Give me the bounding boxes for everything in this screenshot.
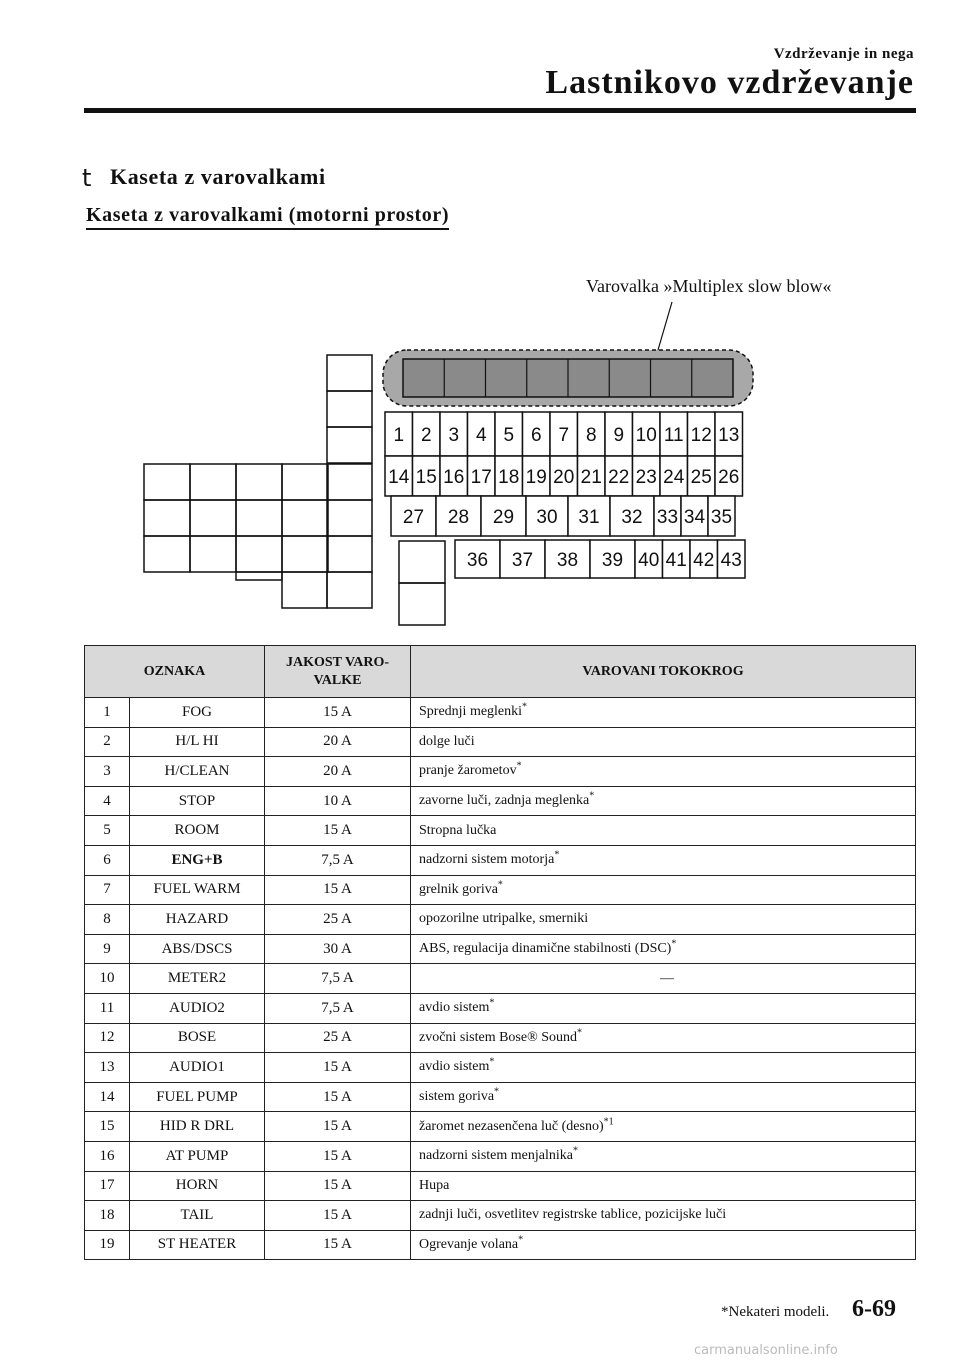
table-row <box>85 1053 916 1083</box>
fuse-circuit <box>411 1171 916 1201</box>
grid-cell <box>144 536 190 572</box>
grid-cell <box>282 536 328 572</box>
grid-cell <box>327 572 372 608</box>
fuse-slot-label: 28 <box>447 507 470 528</box>
fuse-circuit-text: zadnji luči, osvetlitev registrske tablice, pozicijske luči <box>419 1207 727 1223</box>
fuse-circuit <box>411 934 916 964</box>
fuse-slot-label: 25 <box>690 467 712 488</box>
fuse-circuit <box>411 1112 916 1142</box>
fuse-slot-label: 4 <box>475 425 487 446</box>
fuse-name: H/CLEAN <box>130 757 265 787</box>
footnote-mark: * <box>489 1056 495 1068</box>
header-label: OZNAKA <box>85 646 265 698</box>
fuse-circuit-text: grelnik goriva <box>419 881 498 897</box>
table-row <box>85 1112 916 1142</box>
fuse-rating: 15 A <box>265 1112 411 1142</box>
fuse-slot-label: 21 <box>580 467 602 488</box>
fuse-slot-label: 36 <box>466 550 489 571</box>
fuse-slot-label: 38 <box>556 550 579 571</box>
fuse-slot-label: 23 <box>635 467 657 488</box>
fuse-slot-label: 20 <box>553 467 575 488</box>
table-row <box>85 993 916 1023</box>
fuse-circuit-text: Ogrevanje volana <box>419 1236 519 1252</box>
grid-cell <box>144 464 190 500</box>
callout-leader-line <box>658 302 672 350</box>
fuse-name: STOP <box>130 786 265 816</box>
fuse-slot-label: 9 <box>613 425 625 446</box>
fuse-number: 6 <box>85 845 130 875</box>
fuse-slot-label: 37 <box>511 550 534 571</box>
fuse-name: ABS/DSCS <box>130 934 265 964</box>
fuse-number: 14 <box>85 1082 130 1112</box>
fuse-grid-left <box>144 355 372 608</box>
grid-cell <box>236 500 282 536</box>
table-row <box>85 875 916 905</box>
table-row <box>85 698 916 728</box>
table-row <box>85 1230 916 1260</box>
fuse-slot-label: 22 <box>608 467 630 488</box>
fuse-circuit <box>411 727 916 757</box>
grid-cell <box>327 427 372 463</box>
fuse-slot-label: 27 <box>402 507 425 528</box>
grid-cell <box>190 536 236 572</box>
fuse-slot-label: 3 <box>448 425 460 446</box>
fuse-name: HORN <box>130 1171 265 1201</box>
fuse-slot-label: 32 <box>621 507 643 528</box>
grid-cell <box>282 500 328 536</box>
section-marker: t <box>82 164 92 192</box>
fuse-circuit-text: žaromet nezasenčena luč (desno) <box>419 1118 604 1134</box>
table-row <box>85 757 916 787</box>
fuse-rating: 20 A <box>265 757 411 787</box>
fuse-circuit <box>411 1201 916 1231</box>
footnote-mark: * <box>572 1145 578 1157</box>
footnote-mark: * <box>554 849 560 861</box>
fuse-circuit-text: ABS, regulacija dinamične stabilnosti (DSC) <box>419 941 672 957</box>
fuse-circuit-text: pranje žarometov <box>419 763 517 779</box>
fuse-slot-label: 12 <box>690 425 712 446</box>
fuse-number: 4 <box>85 786 130 816</box>
fuse-slot-label: 7 <box>558 425 570 446</box>
subsection-title: Kaseta z varovalkami (motorni prostor) <box>86 204 449 230</box>
fuse-circuit-text: avdio sistem <box>419 1059 490 1075</box>
grid-cell <box>327 464 372 500</box>
table-row <box>85 816 916 846</box>
fuse-slot-label: 35 <box>710 507 733 528</box>
fuse-number: 5 <box>85 816 130 846</box>
grid-cell <box>282 572 327 608</box>
fuse-circuit <box>411 1023 916 1053</box>
fuse-number: 13 <box>85 1053 130 1083</box>
fuse-name: ST HEATER <box>130 1230 265 1260</box>
fuse-slot-label: 39 <box>601 550 624 571</box>
fuse-slot-label: 30 <box>536 507 558 528</box>
footnote: *Nekateri modeli. <box>721 1304 830 1320</box>
table-row <box>85 1171 916 1201</box>
header-chapter: Lastnikovo vzdrževanje <box>545 64 914 101</box>
footnote-mark: * <box>671 938 677 950</box>
table-row <box>85 1082 916 1112</box>
fuse-rating: 25 A <box>265 1023 411 1053</box>
grid-cell <box>399 541 445 583</box>
grid-cell <box>327 500 372 536</box>
fuse-rating: 7,5 A <box>265 993 411 1023</box>
fuse-name: AT PUMP <box>130 1141 265 1171</box>
fuse-rating: 15 A <box>265 1171 411 1201</box>
fuse-slot-label: 43 <box>720 550 742 571</box>
fuse-rating: 15 A <box>265 816 411 846</box>
fuse-circuit <box>411 964 916 994</box>
fuse-rating: 7,5 A <box>265 964 411 994</box>
diagram-callout-label: Varovalka »Multiplex slow blow« <box>586 276 832 296</box>
grid-cell <box>144 500 190 536</box>
fuse-number: 10 <box>85 964 130 994</box>
fuse-name: FOG <box>130 698 265 728</box>
fuse-circuit-text: dolge luči <box>419 733 475 749</box>
footnote-mark: * <box>577 1027 583 1039</box>
fuse-number: 3 <box>85 757 130 787</box>
grid-cell <box>190 464 236 500</box>
fuse-slot-label: 6 <box>530 425 542 446</box>
fuse-number: 16 <box>85 1141 130 1171</box>
footnote-mark: * <box>497 879 503 891</box>
section-title: Kaseta z varovalkami <box>110 164 326 189</box>
fuse-slot-label: 17 <box>470 467 492 488</box>
fuse-number: 15 <box>85 1112 130 1142</box>
footnote-mark: * <box>589 790 595 802</box>
fuse-grid-numbered <box>385 412 745 578</box>
fuse-name: HAZARD <box>130 905 265 935</box>
fuse-slot-label: 31 <box>578 507 600 528</box>
fuse-rating: 10 A <box>265 786 411 816</box>
header-section: Vzdrževanje in nega <box>773 46 914 62</box>
fuse-circuit <box>411 1082 916 1112</box>
fuse-circuit-text: nadzorni sistem menjalnika <box>419 1148 573 1164</box>
fuse-name: TAIL <box>130 1201 265 1231</box>
grid-cell <box>236 464 282 500</box>
fuse-rating: 15 A <box>265 1141 411 1171</box>
fuse-slot-label: 41 <box>665 550 687 571</box>
fuse-circuit <box>411 905 916 935</box>
fuse-circuit-text: Hupa <box>419 1177 450 1193</box>
fuse-circuit-text: sistem goriva <box>419 1089 495 1105</box>
footnote-mark: * <box>494 1086 500 1098</box>
table-row <box>85 727 916 757</box>
table-row <box>85 905 916 935</box>
fuse-name: FUEL WARM <box>130 875 265 905</box>
fuse-name: ENG+B <box>130 845 265 875</box>
fuse-name: ROOM <box>130 816 265 846</box>
fuse-circuit <box>411 1053 916 1083</box>
fuse-circuit <box>411 786 916 816</box>
fuse-number: 11 <box>85 993 130 1023</box>
fuse-slot-label: 10 <box>635 425 657 446</box>
fuse-rating: 15 A <box>265 875 411 905</box>
watermark: carmanualsonline.info <box>694 1343 838 1358</box>
fuse-slot-label: 34 <box>683 507 706 528</box>
fuse-circuit <box>411 875 916 905</box>
table-row <box>85 1023 916 1053</box>
grid-cell <box>327 536 372 572</box>
header-circuit: VAROVANI TOKOKROG <box>411 646 916 698</box>
fuse-slot-label: 14 <box>388 467 410 488</box>
fuse-circuit-text: — <box>660 970 674 986</box>
fuse-rating: 7,5 A <box>265 845 411 875</box>
fuse-number: 2 <box>85 727 130 757</box>
fuse-grid-extra <box>399 541 445 625</box>
fuse-circuit <box>411 816 916 846</box>
fuse-rating: 15 A <box>265 1082 411 1112</box>
table-row <box>85 1201 916 1231</box>
footnote-mark: * <box>516 760 522 772</box>
fuse-slot-label: 11 <box>663 425 684 446</box>
fuse-number: 17 <box>85 1171 130 1201</box>
grid-cell <box>399 583 445 625</box>
fuse-slot-label: 15 <box>415 467 437 488</box>
fuse-number: 8 <box>85 905 130 935</box>
fuse-slot-label: 2 <box>420 425 432 446</box>
table-header-row <box>85 646 916 698</box>
grid-cell <box>236 572 282 580</box>
fuse-circuit-text: Stropna lučka <box>419 822 497 838</box>
fuse-slot-label: 13 <box>718 425 740 446</box>
fuse-number: 19 <box>85 1230 130 1260</box>
fuse-slot-label: 18 <box>498 467 520 488</box>
grid-cell <box>282 464 328 500</box>
fuse-rating: 15 A <box>265 1053 411 1083</box>
fuse-circuit-text: opozorilne utripalke, smerniki <box>419 911 589 927</box>
fuse-circuit <box>411 698 916 728</box>
fuse-rating: 30 A <box>265 934 411 964</box>
fuse-slot-label: 40 <box>638 550 660 571</box>
fuse-circuit <box>411 757 916 787</box>
fuse-rating: 15 A <box>265 1230 411 1260</box>
fuse-number: 18 <box>85 1201 130 1231</box>
footnote-mark: * <box>489 997 495 1009</box>
grid-cell <box>236 536 282 572</box>
footnote-mark: * <box>518 1234 524 1246</box>
fuse-rating: 20 A <box>265 727 411 757</box>
fuse-name: H/L HI <box>130 727 265 757</box>
table-row <box>85 1141 916 1171</box>
fuse-name: METER2 <box>130 964 265 994</box>
fuse-box-diagram <box>0 0 960 640</box>
table-row <box>85 964 916 994</box>
fuse-circuit <box>411 993 916 1023</box>
grid-cell <box>327 391 372 427</box>
fuse-circuit-text: avdio sistem <box>419 1000 490 1016</box>
fuse-slot-label: 26 <box>718 467 740 488</box>
fuse-number: 7 <box>85 875 130 905</box>
fuse-number: 9 <box>85 934 130 964</box>
fuse-table <box>84 645 916 1260</box>
fuse-circuit-text: Sprednji meglenki <box>419 704 523 720</box>
fuse-circuit <box>411 1230 916 1260</box>
fuse-rating: 15 A <box>265 1201 411 1231</box>
fuse-name: HID R DRL <box>130 1112 265 1142</box>
fuse-circuit-text: nadzorni sistem motorja <box>419 852 555 868</box>
fuse-name: AUDIO1 <box>130 1053 265 1083</box>
fuse-circuit-text: zavorne luči, zadnja meglenka <box>419 793 590 809</box>
header-rating-line: JAKOST VARO- <box>285 654 390 670</box>
fuse-slot-label: 5 <box>503 425 515 446</box>
fuse-rating: 25 A <box>265 905 411 935</box>
fuse-slot-label: 42 <box>693 550 715 571</box>
fuse-name: BOSE <box>130 1023 265 1053</box>
fuse-rating: 15 A <box>265 698 411 728</box>
multiplex-slow-blow-fuse <box>383 350 753 406</box>
header-rating-line: VALKE <box>313 672 362 688</box>
fuse-slot-label: 8 <box>585 425 597 446</box>
fuse-number: 1 <box>85 698 130 728</box>
fuse-circuit <box>411 845 916 875</box>
table-row <box>85 845 916 875</box>
footnote-mark: * <box>522 701 528 713</box>
fuse-slot-label: 24 <box>663 467 685 488</box>
grid-cell <box>190 500 236 536</box>
table-row <box>85 934 916 964</box>
footnote-mark: *1 <box>603 1115 614 1127</box>
fuse-circuit <box>411 1141 916 1171</box>
fuse-slot-label: 19 <box>525 467 547 488</box>
fuse-circuit-text: zvočni sistem Bose® Sound <box>419 1029 578 1045</box>
fuse-number: 12 <box>85 1023 130 1053</box>
fuse-slot-label: 16 <box>443 467 465 488</box>
fuse-slot-label: 29 <box>492 507 515 528</box>
fuse-slot-label: 33 <box>656 507 679 528</box>
fuse-name: FUEL PUMP <box>130 1082 265 1112</box>
page-number: 6-69 <box>852 1296 896 1322</box>
fuse-name: AUDIO2 <box>130 993 265 1023</box>
header-rating <box>265 646 411 698</box>
table-row <box>85 786 916 816</box>
fuse-slot-label: 1 <box>393 425 405 446</box>
grid-cell <box>327 355 372 391</box>
